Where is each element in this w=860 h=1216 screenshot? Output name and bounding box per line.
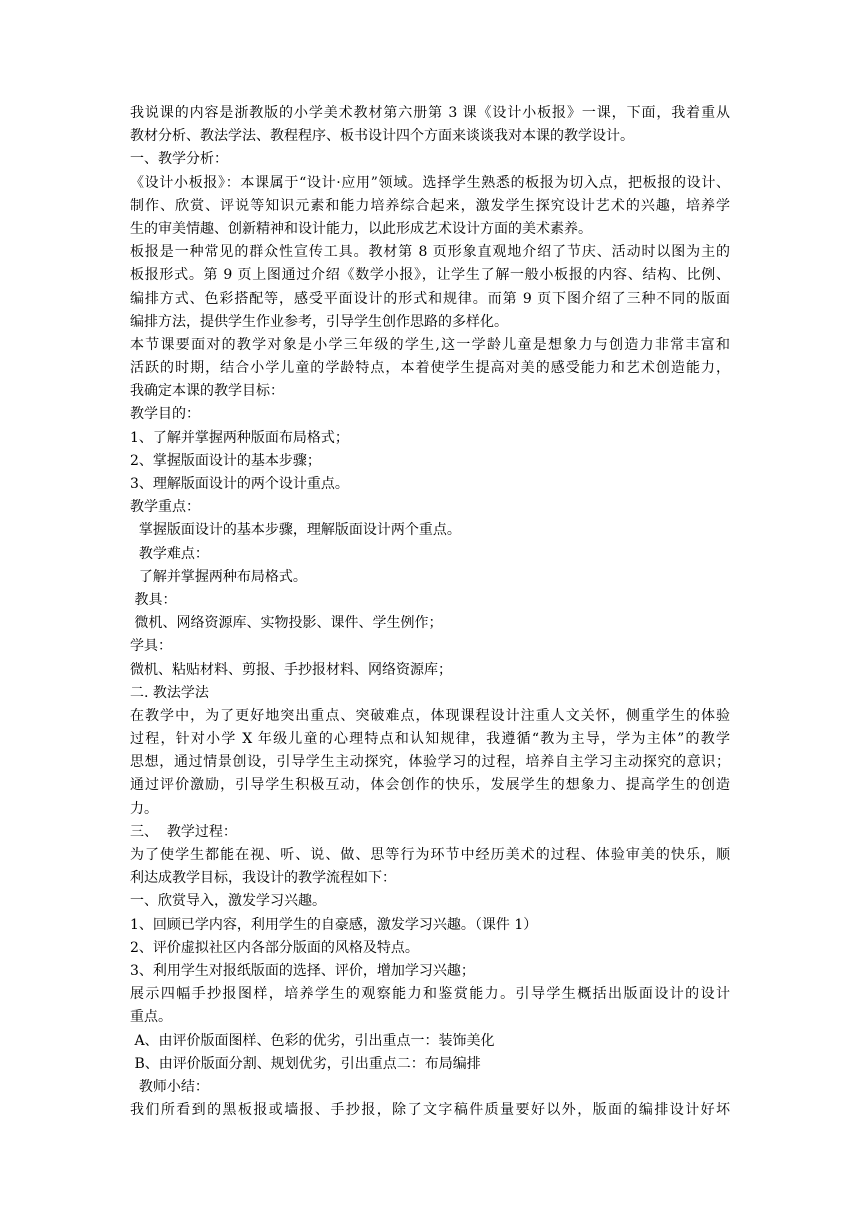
document-page bbox=[130, 102, 730, 1122]
text-line: 制作、欣赏、评说等知识元素和能力培养综合起来，激发学生探究设计艺术的兴趣，培养学 bbox=[130, 197, 730, 214]
text-line: 学具： bbox=[130, 638, 172, 655]
text-line: 微机、粘贴材料、剪报、手抄报材料、网络资源库； bbox=[130, 661, 452, 678]
text-line: 教师小结： bbox=[130, 1078, 209, 1095]
text-line: 过程，针对小学 X 年级儿童的心理特点和认知规律，我遵循“教为主导，学为主体”的教学 bbox=[130, 731, 730, 748]
text-line: 板报形式。第 9 页上图通过介绍《数学小报》，让学生了解一般小板报的内容、结构、比例、 bbox=[130, 267, 730, 284]
text-line: 本节课要面对的教学对象是小学三年级的学生,这一学龄儿童是想象力与创造力非常丰富和 bbox=[130, 336, 730, 353]
text-line: 利达成教学目标，我设计的教学流程如下： bbox=[130, 870, 396, 887]
text-line: 二. 教法学法 bbox=[130, 684, 209, 701]
text-line: 2、掌握版面设计的基本步骤； bbox=[130, 452, 321, 469]
text-line: A、由评价版面图样、色彩的优劣，引出重点一：装饰美化 bbox=[130, 1032, 495, 1049]
text-line: 教学难点： bbox=[130, 545, 209, 562]
text-line: 3、理解版面设计的两个设计重点。 bbox=[130, 476, 349, 492]
text-line: 一、教学分析： bbox=[130, 151, 228, 168]
text-line: 活跃的时期，结合小学儿童的学龄特点，本着使学生提高对美的感受能力和艺术创造能力， bbox=[130, 360, 730, 377]
text-line: 我确定本课的教学目标： bbox=[130, 383, 284, 400]
text-line: 展示四幅手抄报图样，培养学生的观察能力和鉴赏能力。引导学生概括出版面设计的设计 bbox=[130, 986, 730, 1003]
text-line: 板报是一种常见的群众性宣传工具。教材第 8 页形象直观地介绍了节庆、活动时以图为主的 bbox=[130, 244, 730, 261]
text-line: 为了使学生都能在视、听、说、做、思等行为环节中经历美术的过程、体验审美的快乐，顺 bbox=[130, 847, 730, 863]
text-line: 三、 教学过程： bbox=[130, 823, 237, 840]
text-line: 3、利用学生对报纸版面的选择、评价，增加学习兴趣； bbox=[130, 962, 475, 979]
text-line: 教学目的： bbox=[130, 406, 200, 423]
text-line: 重点。 bbox=[130, 1009, 172, 1026]
text-line: 编排方法，提供学生作业参考，引导学生创作思路的多样化。 bbox=[130, 313, 508, 330]
text-line: 在教学中，为了更好地突出重点、突破难点，体现课程设计注重人文关怀，侧重学生的体验 bbox=[130, 707, 730, 724]
text-line: 力。 bbox=[130, 800, 158, 817]
text-line: 我说课的内容是浙教版的小学美术教材第六册第 3 课《设计小板报》一课，下面，我着重从 bbox=[130, 105, 730, 121]
text-line: 教具： bbox=[130, 591, 177, 608]
text-line: 教材分析、教法学法、教程程序、板书设计四个方面来谈谈我对本课的教学设计。 bbox=[130, 128, 634, 145]
text-line: 通过评价激励，引导学生积极互动，体会创作的快乐，发展学生的想象力、提高学生的创造 bbox=[130, 777, 730, 794]
text-line: 思想，通过情景创设，引导学生主动探究，体验学习的过程，培养自主学习主动探究的意识； bbox=[130, 754, 730, 771]
text-line: 掌握版面设计的基本步骤，理解版面设计两个重点。 bbox=[130, 522, 461, 539]
text-line: 2、评价虚拟社区内各部分版面的风格及特点。 bbox=[130, 939, 419, 956]
text-line: 《设计小板报》：本课属于“设计·应用”领域。选择学生熟悉的板报为切入点，把板报的设计、 bbox=[130, 174, 730, 191]
text-line: 教学重点： bbox=[130, 499, 200, 516]
text-line: 微机、网络资源库、实物投影、课件、学生例作； bbox=[130, 615, 443, 632]
text-line: 生的审美情趣、创新精神和设计能力，以此形成艺术设计方面的美术素养。 bbox=[130, 220, 592, 237]
text-line: 1、回顾已学内容，利用学生的自豪感，激发学习兴趣。（课件 1） bbox=[130, 916, 538, 933]
text-line: 编排方式、色彩搭配等，感受平面设计的形式和规律。而第 9 页下图介绍了三种不同的版面 bbox=[130, 290, 730, 307]
text-line: 我们所看到的黑板报或墙报、手抄报，除了文字稿件质量要好以外，版面的编排设计好坏 bbox=[130, 1102, 730, 1119]
text-line: 一、欣赏导入，激发学习兴趣。 bbox=[130, 893, 326, 910]
text-line: 了解并掌握两种布局格式。 bbox=[130, 568, 307, 585]
text-line: B、由评价版面分割、规划优劣，引出重点二：布局编排 bbox=[130, 1055, 481, 1072]
text-line: 1、了解并掌握两种版面布局格式； bbox=[130, 429, 349, 446]
